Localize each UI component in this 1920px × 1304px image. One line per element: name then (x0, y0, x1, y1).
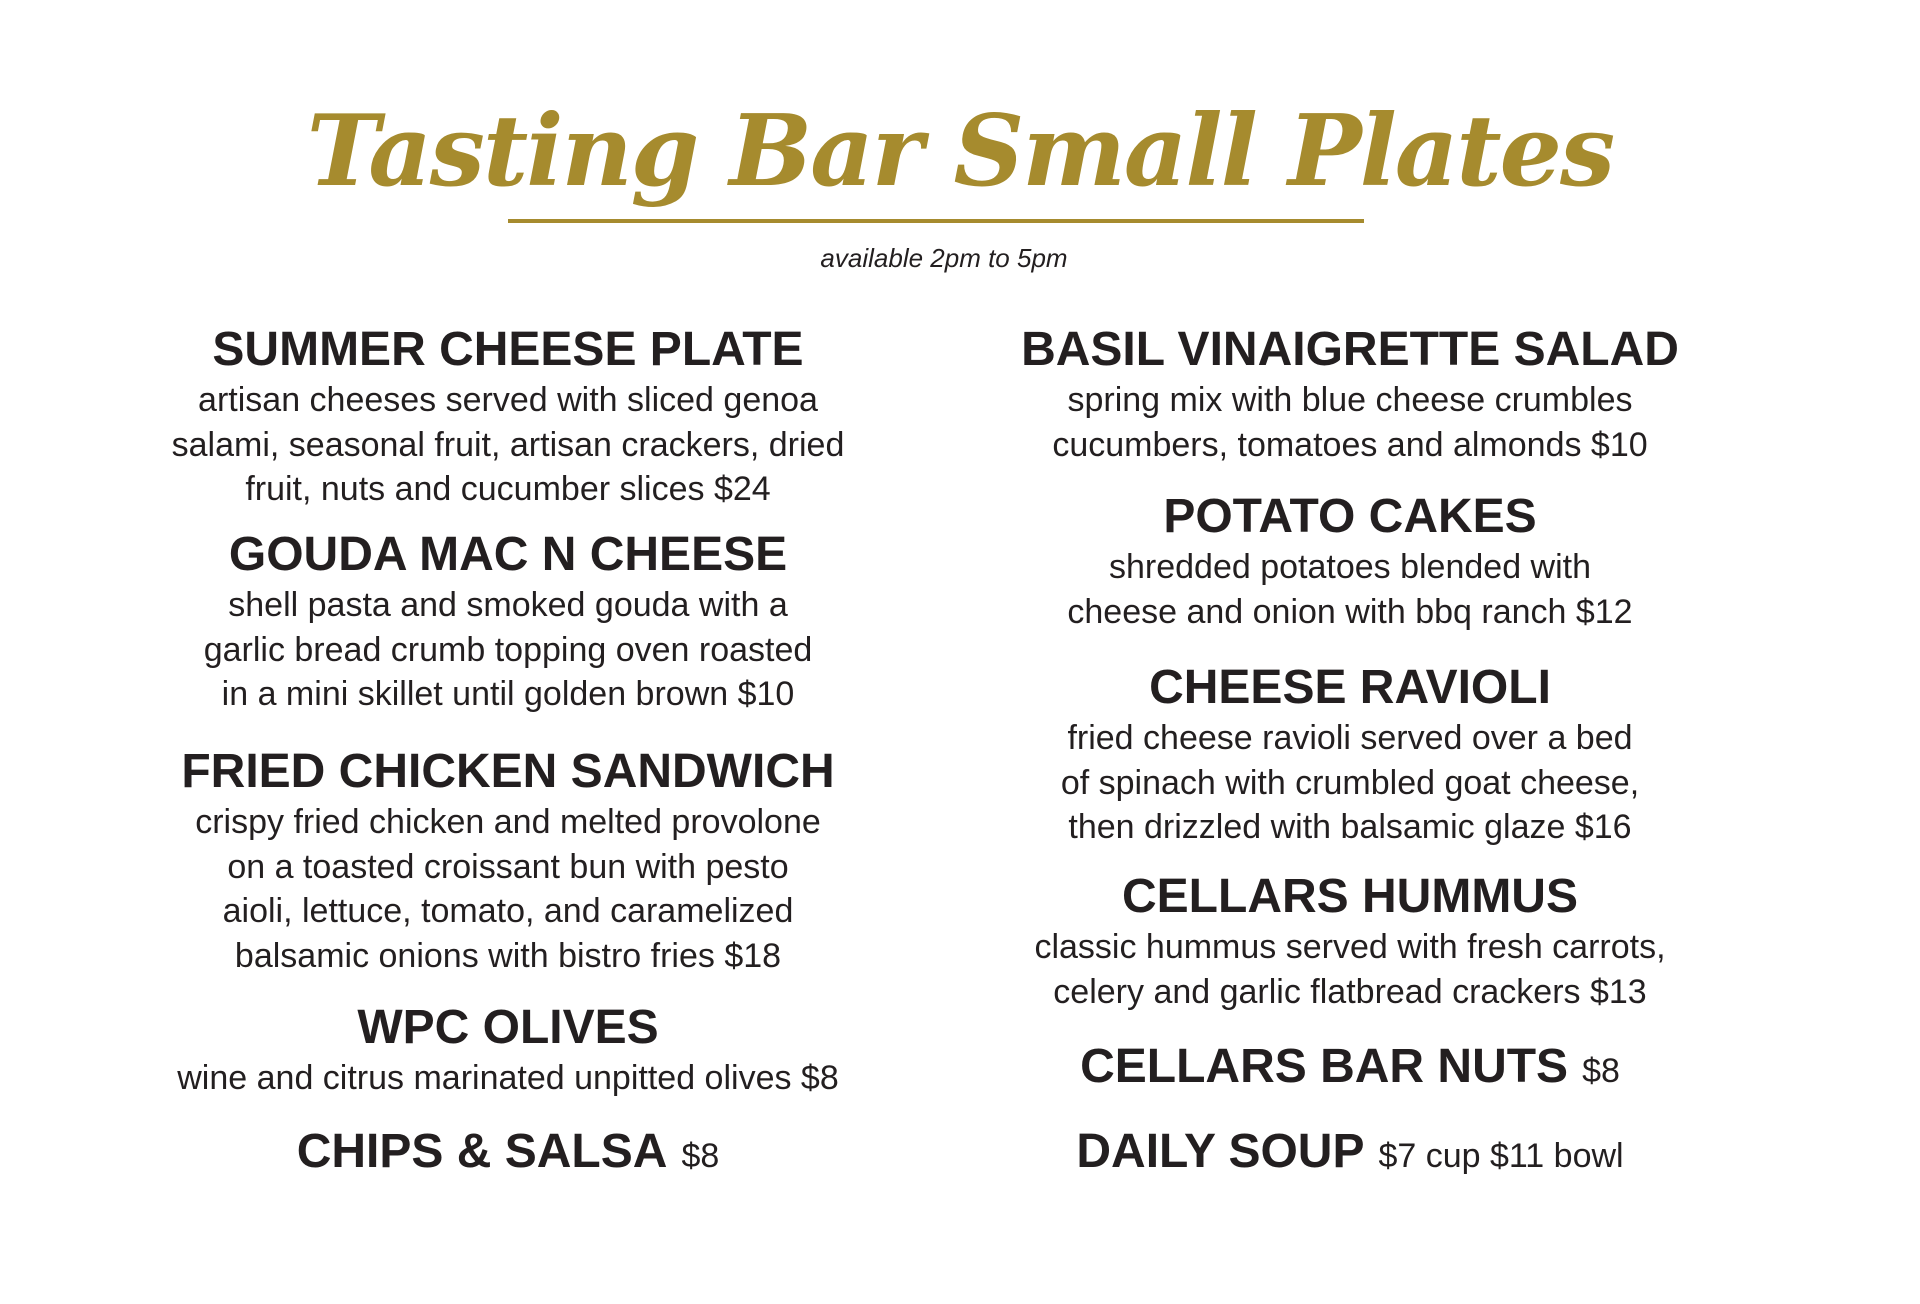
item-name: GOUDA MAC N CHEESE (228, 528, 788, 581)
item-description-line: of spinach with crumbled goat cheese, (1060, 763, 1640, 802)
item-name: CHIPS & SALSA (296, 1125, 668, 1178)
item-description-line: on a toasted croissant bun with pesto (227, 847, 789, 886)
item-description-line: classic hummus served with fresh carrots, (1034, 928, 1666, 966)
title-underline (508, 219, 1364, 223)
item-name: POTATO CAKES (1163, 490, 1537, 543)
menu-availability: available 2pm to 5pm (820, 243, 1068, 273)
item-description-line: balsamic onions with bistro fries $18 (234, 936, 782, 975)
menu-item-cellars-hummus (940, 869, 1760, 1014)
item-name: WPC OLIVES (357, 1001, 659, 1054)
menu-item-potato-cakes (940, 489, 1760, 634)
item-description-line: crispy fried chicken and melted provolone (195, 803, 821, 841)
item-description-line: cheese and onion with bbq ranch $12 (1067, 592, 1633, 631)
item-price: $8 (1582, 1052, 1620, 1090)
item-description-line: celery and garlic flatbread crackers $13 (1053, 972, 1647, 1011)
item-description-line: in a mini skillet until golden brown $10 (221, 675, 795, 713)
item-name: BASIL VINAIGRETTE SALAD (1021, 323, 1679, 376)
item-price: $8 (681, 1137, 720, 1175)
item-description-line: fried cheese ravioli served over a bed (1067, 719, 1633, 757)
item-name: CHEESE RAVIOLI (1149, 661, 1551, 714)
item-description-line: wine and citrus marinated unpitted olives $8 (177, 1059, 839, 1097)
item-description-line: spring mix with blue cheese crumbles (1067, 381, 1633, 419)
item-description-line: cucumbers, tomatoes and almonds $10 (1052, 425, 1648, 464)
menu-item-basil-vinaigrette-salad (940, 322, 1760, 467)
item-description-line: fruit, nuts and cucumber slices $24 (245, 470, 771, 508)
item-description-line: garlic bread crumb topping oven roasted (203, 630, 813, 669)
menu-item-fried-chicken-sandwich (60, 744, 956, 978)
menu-title: Tasting Bar Small Plates (306, 94, 1614, 209)
item-description-line: artisan cheeses served with sliced genoa (198, 381, 818, 419)
item-name: SUMMER CHEESE PLATE (212, 323, 804, 376)
item-description-line: shell pasta and smoked gouda with a (228, 586, 788, 624)
item-name: CELLARS HUMMUS (1122, 870, 1578, 923)
item-name: FRIED CHICKEN SANDWICH (181, 745, 835, 798)
item-description-line: shredded potatoes blended with (1108, 548, 1592, 586)
menu-item-summer-cheese-plate (60, 322, 956, 512)
menu-item-daily-soup (940, 1124, 1760, 1184)
item-name: DAILY SOUP (1076, 1125, 1365, 1178)
item-name: CELLARS BAR NUTS (1080, 1040, 1569, 1093)
menu-item-cheese-ravioli (940, 660, 1760, 850)
menu-item-gouda-mac-n-cheese (60, 527, 956, 717)
item-price: $7 cup $11 bowl (1378, 1137, 1624, 1175)
item-description-line: salami, seasonal fruit, artisan crackers, dried (171, 425, 845, 464)
menu-item-chips-and-salsa (60, 1124, 956, 1184)
item-description-line: then drizzled with balsamic glaze $16 (1068, 808, 1632, 846)
menu-item-wpc-olives (60, 1000, 956, 1101)
item-description-line: aioli, lettuce, tomato, and caramelized (222, 892, 794, 930)
menu-item-cellars-bar-nuts (940, 1039, 1760, 1099)
